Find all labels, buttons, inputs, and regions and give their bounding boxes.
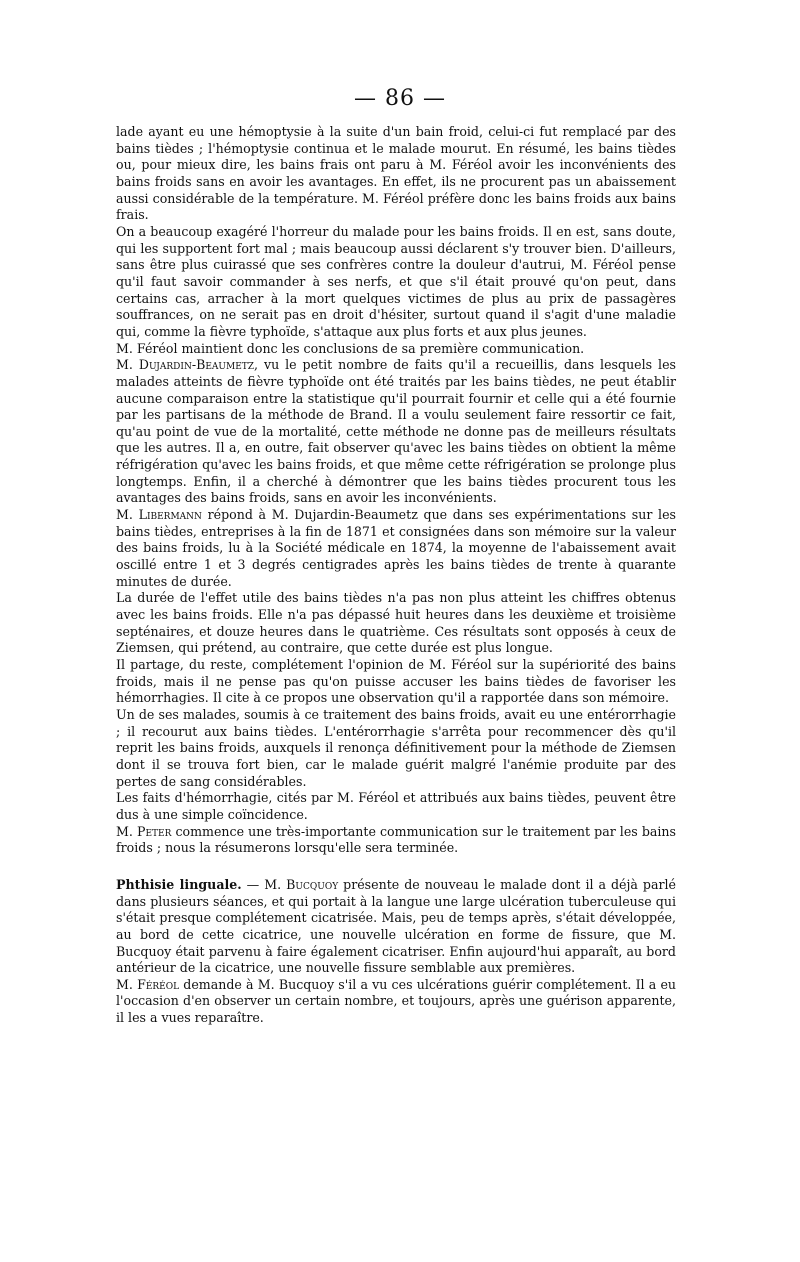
paragraph-text: demande à M. Bucquoy s'il a vu ces ulcérations guérir complétement. Il a eu l'occasion d'en observer un certain nombre, et toujours, après une guérison apparente, il les a vues reparaître. <box>116 976 677 1026</box>
paragraph-text: , vu le petit nombre de faits qu'il a recueillis, dans lesquels les malades atteints de fièvre typhoïde ont été traités par les bains tièdes, ne peut établir aucune comparaison entre la statistique qu'il pourrait fournir et celle qui a été fournie par les partisans de la méthode de Brand. Il a voulu seulement faire ressortir ce fait, qu'au point de vue de la mortalité, cette méthode ne donne pas de meilleurs résultats que les autres. Il a, en outre, fait observer qu'avec les bains tièdes on obtient la même réfrigération qu'avec les bains froids, et que même cette réfrigération se prolonge plus longtemps. Enfin, il a cherché à démontrer que les bains tièdes procurent tous les avantages des bains froids, sans en avoir les inconvénients. <box>116 357 676 506</box>
paragraph-text: répond à M. Dujardin-Beaumetz que dans ses expérimentations sur les bains tièdes, entreprises à la fin de 1871 et consignées dans son mémoire sur la valeur des bains froids, lu à la Société médicale en 1874, la moyenne de l'abaissement avait oscillé entre 1 et 3 degrés centigrades après les bains tièdes de trente à quarante minutes de durée. <box>116 507 676 589</box>
speaker-prefix: M. <box>116 976 138 992</box>
body-text <box>116 124 676 1027</box>
paragraph-dujardin <box>116 357 676 507</box>
section-paragraph <box>116 877 676 977</box>
paragraph-text: commence une très-importante communication sur le traitement par les bains froids ; nous la résumerons lorsqu'elle sera terminée. <box>116 823 676 856</box>
paragraph-fereol <box>116 977 676 1027</box>
paragraph: La durée de l'effet utile des bains tièdes n'a pas non plus atteint les chiffres obtenus avec les bains froids. Elle n'a pas dépassé huit heures dans les deuxième et troisième septénaires, et douze heures dans le quatrième. Ces résultats sont opposés à ceux de Ziemsen, qui prétend, au contraire, que cette durée est plus longue. <box>116 590 676 656</box>
paragraph-peter <box>116 824 676 857</box>
paragraph: M. Féréol maintient donc les conclusions de sa première communication. <box>116 340 585 356</box>
speaker-name: Peter <box>136 823 172 839</box>
speaker-name: Dujardin-Beaumetz <box>138 357 255 373</box>
section-heading: Phthisie linguale. <box>116 876 242 892</box>
paragraph: lade ayant eu une hémoptysie à la suite d'un bain froid, celui-ci fut remplacé par des bains tièdes ; l'hémoptysie continua et le malade mourut. En résumé, les bains tièdes ou, pour mieux dire, les bains frais ont paru à M. Féréol avoir les inconvénients des bains froids sans en avoir les avantages. En effet, ils ne procurent pas un abaissement aussi considérable de la température. M. Féréol préfère donc les bains froids aux bains frais. <box>116 124 676 223</box>
speaker-name: Bucquoy <box>286 876 339 892</box>
speaker-name: Libermann <box>138 507 202 523</box>
paragraph: Un de ses malades, soumis à ce traitement des bains froids, avait eu une entérorrhagie ; il recourut aux bains tièdes. L'entérorrhagie s'arrêta pour recommencer dès qu'il reprit les bains froids, auxquels il renonça définitivement pour la méthode de Ziemsen dont il se trouva fort bien, car le malade guérit malgré l'anémie produite par des pertes de sang considérables. <box>116 706 676 789</box>
paragraph: Il partage, du reste, complétement l'opinion de M. Féréol sur la supériorité des bains froids, mais il ne pense pas qu'on puisse accuser les bains tièdes de favoriser les hémorrhagies. Il cite à ce propos une observation qu'il a rapportée dans son mémoire. <box>116 657 676 706</box>
paragraph: On a beaucoup exagéré l'horreur du malade pour les bains froids. Il en est, sans doute, qui les supportent fort mal ; mais beaucoup aussi déclarent s'y trouver bien. D'ailleurs, sans être plus cuirassé que ses confrères contre la douleur d'autrui, M. Féréol pense qu'il faut savoir commander à ses nerfs, et que s'il était prouvé qu'on peut, dans certains cas, arracher à la mort quelques victimes de plus au prix de passagères souffrances, on ne serait pas en droit d'hésiter, surtout quand il s'agit d'une maladie qui, comme la fièvre typhoïde, s'attaque aux plus forts et aux plus jeunes. <box>116 223 676 339</box>
heading-dash: — M. <box>241 876 287 892</box>
paragraph-text: présente de nouveau le malade dont il a déjà parlé dans plusieurs séances, et qui portait à la langue une large ulcération tuberculeuse qui s'était presque complétement cicatrisée. Mais, peu de temps après, s'était développée, au bord de cette cicatrice, une nouvelle ulcération en forme de fissure, que M. Bucquoy était parvenu à faire également cicatriser. Enfin aujourd'hui apparaît, au bord antérieur de la cicatrice, une nouvelle fissure semblable aux premières. <box>116 876 676 976</box>
paragraph-libermann <box>116 507 676 590</box>
speaker-prefix: M. <box>116 357 139 373</box>
speaker-prefix: M. <box>116 823 137 839</box>
page-number-header: — 86 — <box>354 86 446 111</box>
section-gap <box>116 857 676 877</box>
paragraph: Les faits d'hémorrhagie, cités par M. Féréol et attribués aux bains tièdes, peuvent être dus à une simple coïncidence. <box>116 790 676 822</box>
speaker-prefix: M. <box>116 507 139 523</box>
speaker-name: Féréol <box>137 976 180 992</box>
